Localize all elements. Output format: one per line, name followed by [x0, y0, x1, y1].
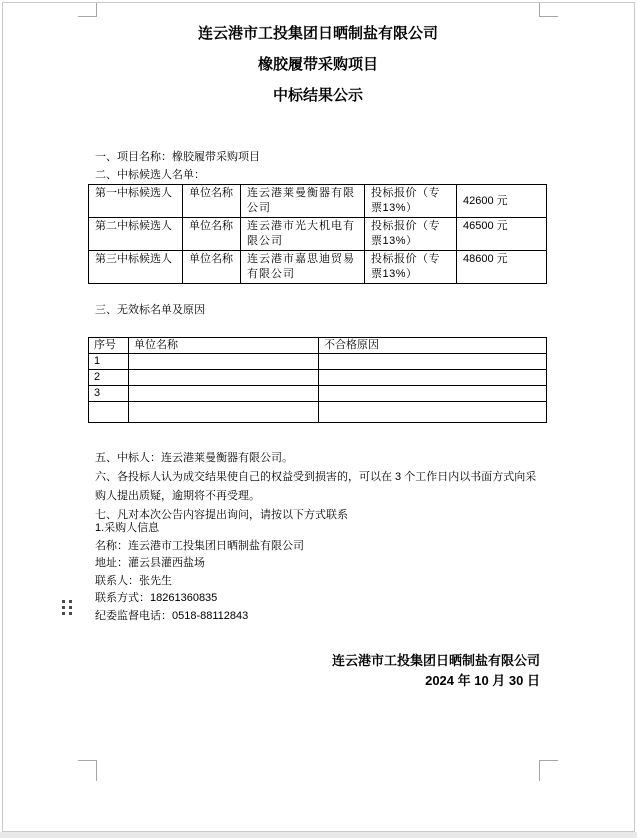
row-reason: [319, 386, 547, 402]
table-header-row: [89, 338, 547, 354]
row-company: [129, 354, 319, 370]
unit-label: 单位名称: [183, 185, 241, 218]
purchaser-info: [95, 520, 304, 625]
col-header-reason: 不合格原因: [319, 338, 547, 354]
row-no: 1: [89, 354, 129, 370]
body-paragraphs: [95, 449, 536, 525]
table-row: [89, 402, 547, 423]
margin-mark-bottom-right: [539, 760, 558, 761]
price-label: 投标报价（专票13%）: [365, 218, 457, 251]
margin-mark-bottom-left: [78, 760, 97, 761]
row-reason: [319, 402, 547, 423]
section-candidates-heading: 二、中标候选人名单：: [95, 169, 205, 181]
paragraph-drag-handle-icon[interactable]: [62, 600, 73, 615]
candidate-rank: 第二中标候选人: [89, 218, 183, 251]
table-row: [89, 386, 547, 402]
title-company: 连云港市工投集团日晒制盐有限公司: [197, 25, 438, 42]
col-header-company: 单位名称: [129, 338, 319, 354]
row-no: 2: [89, 370, 129, 386]
winner-line: 五、中标人：连云港莱曼衡器有限公司。: [95, 452, 293, 464]
signature-date: 2024 年 10 月 30 日: [425, 673, 540, 688]
margin-mark-bottom-left: [96, 760, 97, 781]
price-label: 投标报价（专票13%）: [365, 251, 457, 284]
row-company: [129, 370, 319, 386]
candidate-rank: 第三中标候选人: [89, 251, 183, 284]
unit-label: 单位名称: [183, 251, 241, 284]
row-reason: [319, 354, 547, 370]
margin-mark-top-right: [539, 16, 558, 17]
candidate-company: 连云港市光大机电有限公司: [241, 218, 365, 251]
signature-block: [96, 651, 540, 691]
title-announcement: 中标结果公示: [272, 87, 363, 104]
margin-mark-bottom-right: [539, 760, 540, 781]
section-project-name: 一、项目名称：橡胶履带采购项目: [95, 151, 260, 163]
unit-label: 单位名称: [183, 218, 241, 251]
objection-line-1: 六、各投标人认为成交结果使自己的权益受到损害的，可以在 3 个工作日内以书面方式向采: [95, 471, 537, 483]
margin-mark-top-left: [78, 16, 97, 17]
contact-phone: 联系方式：18261360835: [95, 592, 218, 604]
outside-page-area: [0, 832, 637, 838]
row-reason: [319, 370, 547, 386]
table-row: [89, 354, 547, 370]
bid-amount: 42600 元: [457, 185, 547, 218]
section-1-2: [95, 148, 260, 184]
margin-mark-top-right: [539, 3, 540, 17]
table-row: [89, 251, 547, 284]
row-no: 3: [89, 386, 129, 402]
bid-amount: 48600 元: [457, 251, 547, 284]
page-right-edge: [634, 2, 635, 831]
row-no: [89, 402, 129, 423]
purchaser-name: 名称：连云港市工投集团日晒制盐有限公司: [95, 539, 304, 552]
inquiry-line: 七、凡对本次公告内容提出询问，请按以下方式联系: [95, 509, 348, 521]
signature-company: 连云港市工投集团日晒制盐有限公司: [331, 653, 540, 668]
row-company: [129, 386, 319, 402]
price-label: 投标报价（专票13%）: [365, 185, 457, 218]
row-company: [129, 402, 319, 423]
document-title-block: [96, 18, 540, 111]
candidate-company: 连云港市嘉思迪贸易有限公司: [241, 251, 365, 284]
candidates-table: [88, 184, 547, 284]
bid-amount: 46500 元: [457, 218, 547, 251]
margin-mark-top-left: [96, 3, 97, 17]
table-row: [89, 370, 547, 386]
invalid-bids-table: [88, 337, 547, 423]
purchaser-info-heading: 1.采购人信息: [95, 522, 160, 534]
candidate-rank: 第一中标候选人: [89, 185, 183, 218]
title-project: 橡胶履带采购项目: [257, 56, 378, 73]
section-invalid-bids-heading: 三、无效标名单及原因: [95, 304, 205, 316]
table-row: [89, 185, 547, 218]
page-left-edge: [2, 2, 3, 831]
purchaser-address: 地址：灌云县灌西盐场: [95, 557, 205, 569]
col-header-no: 序号: [89, 338, 129, 354]
candidate-company: 连云港莱曼衡器有限公司: [241, 185, 365, 218]
table-row: [89, 218, 547, 251]
supervision-phone: 纪委监督电话：0518-88112843: [95, 609, 249, 622]
contact-person: 联系人：张先生: [95, 574, 172, 587]
objection-line-2: 购人提出质疑，逾期将不再受理。: [95, 490, 260, 502]
